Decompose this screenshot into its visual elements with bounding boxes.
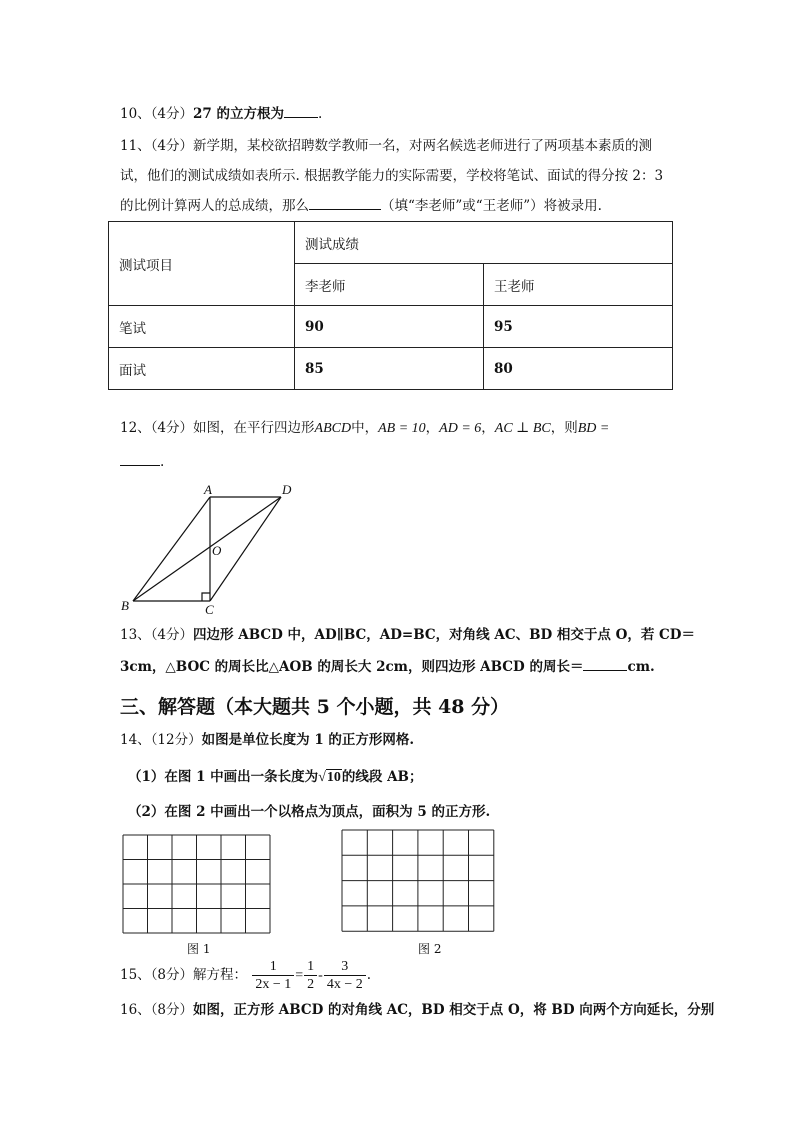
answer-blank-10[interactable]: [284, 117, 318, 118]
fraction-1: $\frac{1}{2x - 1}$: [252, 958, 294, 993]
table-row: [109, 306, 673, 348]
question-13-line1: 13、（4分）四边形 ABCD 中，AD∥BC，AD=BC，对角线 AC、BD 相交于点 O，若 CD＝: [120, 627, 695, 643]
teacher-wang-header: 王老师: [484, 264, 673, 306]
answer-blank-13[interactable]: [583, 670, 627, 671]
question-14-part1: （1）在图 1 中画出一条长度为√10的线段 AB；: [128, 767, 422, 788]
question-12-line2: .: [120, 452, 164, 472]
label-o: O: [212, 543, 222, 558]
row-label: 面试: [109, 348, 295, 390]
table-row: [109, 222, 673, 264]
label-c: C: [205, 602, 214, 617]
question-11-line2: 试，他们的测试成绩如表所示. 根据教学能力的实际需要，学校将笔试、面试的得分按 2：3: [120, 168, 664, 184]
header-item-cell: 测试项目: [109, 222, 295, 306]
answer-blank-12[interactable]: [120, 465, 160, 466]
fraction-2: $\frac{1}{2}$: [304, 958, 317, 993]
fig1-caption: 图 1: [187, 942, 211, 956]
question-15: 15、（8分）解方程： $\frac{1}{2x - 1}$ = $\frac{1}{2}$ - $\frac{3}{4x - 2}$ .: [120, 959, 372, 992]
question-14-part2: （2）在图 2 中画出一个以格点为顶点，面积为 5 的正方形.: [128, 804, 491, 820]
score-cell: 90: [295, 306, 484, 348]
segment-ab: [133, 497, 210, 601]
question-11-line3: 的比例计算两人的总成绩，那么 （填“李老师”或“王老师”）将被录用.: [120, 198, 602, 214]
grid-2: [342, 830, 494, 931]
score-cell: 80: [484, 348, 673, 390]
segment-bd: [133, 497, 281, 601]
fraction-3: $\frac{3}{4x - 2}$: [324, 958, 366, 993]
sqrt-expression: √10: [318, 770, 341, 785]
score-cell: 95: [484, 306, 673, 348]
question-14: 14、（12分）如图是单位长度为 1 的正方形网格.: [120, 732, 415, 748]
question-16: 16、（8分）如图，正方形 ABCD 的对角线 AC，BD 相交于点 O，将 BD 向两个方向延长，分别: [120, 1002, 715, 1018]
section-heading: 三、解答题（本大题共 5 个小题，共 48 分）: [120, 696, 510, 718]
grid-1: [123, 835, 270, 933]
answer-blank-11[interactable]: [309, 209, 381, 210]
right-angle-mark: [202, 593, 210, 601]
question-11-line1: 11、（4分）新学期，某校欲招聘数学教师一名，对两名候选老师进行了两项基本素质的测: [120, 138, 653, 154]
question-10: 10、（4分）27 的立方根为 .: [120, 106, 323, 122]
header-scores-cell: 测试成绩: [295, 222, 673, 264]
teacher-li-header: 李老师: [295, 264, 484, 306]
fig2-caption: 图 2: [418, 942, 442, 956]
label-b: B: [121, 598, 129, 613]
label-d: D: [282, 482, 292, 497]
label-a: A: [204, 482, 212, 497]
table-row: [109, 348, 673, 390]
score-cell: 85: [295, 348, 484, 390]
question-13-line2: 3cm，△BOC 的周长比△AOB 的周长大 2cm，则四边形 ABCD 的周长＝ cm.: [120, 659, 655, 675]
row-label: 笔试: [109, 306, 295, 348]
question-12-line1: 12、（4分）如图，在平行四边形ABCD中，AB = 10，AD = 6，AC ⊥ BC，则BD =: [120, 420, 610, 436]
score-table: [108, 221, 673, 390]
